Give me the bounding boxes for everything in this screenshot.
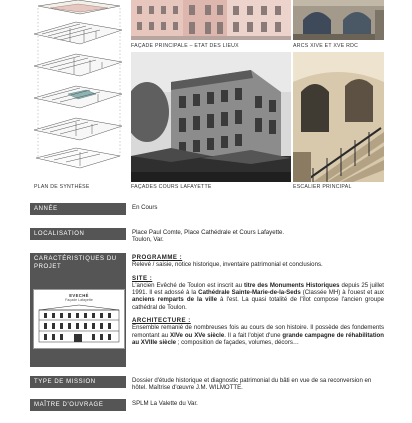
escalier-principal-image <box>293 52 384 182</box>
site-title: SITE : <box>132 274 153 282</box>
localisation-line-1: Place Paul Comte, Place Cathédrale et Cours Lafayette. <box>132 229 285 236</box>
value-localisation <box>132 229 384 244</box>
row-annee <box>30 203 384 215</box>
row-localisation <box>30 228 384 246</box>
row-maitre-ouvrage <box>30 399 384 411</box>
row-type-mission <box>30 376 384 392</box>
caption-plan-synthese: PLAN DE SYNTHÈSE <box>34 184 90 190</box>
facade-principale-image <box>131 0 291 40</box>
site-text: L'ancien Evêché de Toulon est inscrit au titre des Monuments Historiques depuis 25 juillet 1991. Il est adossé à la Cathédrale Sainte-Marie-de-la-Seds (Classée MH) à l'ouest et aux anciens remparts de la ville à l'est. La quasi totalité de l'îlot compose l'ancien groupe cathédral de Toulon. <box>132 281 384 311</box>
programme-title: PROGRAMME : <box>132 254 183 261</box>
label-caracteristiques: CARACTÉRISTIQUES DU PROJET <box>30 253 126 367</box>
value-annee: En Cours <box>132 204 158 211</box>
label-type-mission: TYPE DE MISSION <box>30 376 126 388</box>
inset-subtitle: Façade Lafayette <box>65 298 93 302</box>
localisation-line-2: Toulon, Var. <box>132 236 164 244</box>
row-caracteristiques <box>30 253 384 368</box>
elevation-sketch <box>38 304 120 344</box>
eveche-elevation-drawing <box>33 289 125 349</box>
caption-escalier: ESCALIER PRINCIPAL <box>293 184 352 190</box>
plan-axonometric-illustration <box>30 0 126 182</box>
architecture-text: Ensemble remanié de nombreuses fois au cours de son histoire. Il possède des fondements remontant au XIVe ou XVe siècle. Il a fait l'objet d'une grande campagne de réhabilitation au XVIIIe siècle ; composition de façades, volumes, décors… <box>132 324 384 346</box>
arcs-rdc-image <box>293 0 384 40</box>
caption-arcs: ARCS XIVE ET XVE RDC <box>293 43 359 49</box>
programme-text: Relevé / saisie, notice historique, inventaire patrimonial et conclusions. <box>132 261 323 269</box>
plan-synthese-drawing <box>30 0 126 182</box>
facades-cours-lafayette-image <box>131 52 291 182</box>
architecture-title: ARCHITECTURE : <box>132 317 191 325</box>
value-maitre-ouvrage: SPLM La Valette du Var. <box>132 400 198 407</box>
caption-facades-cours: FAÇADES COURS LAFAYETTE <box>131 184 212 190</box>
value-type-mission: Dossier d'étude historique et diagnostic patrimonial du bâti en vue de sa reconversion en hôtel. Maîtrise d'œuvre J.M. WILMOTTE. <box>132 377 372 392</box>
caption-facade-principale: FAÇADE PRINCIPALE – ETAT DES LIEUX <box>131 43 239 49</box>
label-maitre-ouvrage: MAÎTRE D'OUVRAGE <box>30 399 126 411</box>
label-localisation: LOCALISATION <box>30 228 126 240</box>
label-annee: ANNÉE <box>30 203 126 215</box>
inset-title: EVECHÉ <box>69 293 89 298</box>
value-caracteristiques <box>132 254 384 346</box>
